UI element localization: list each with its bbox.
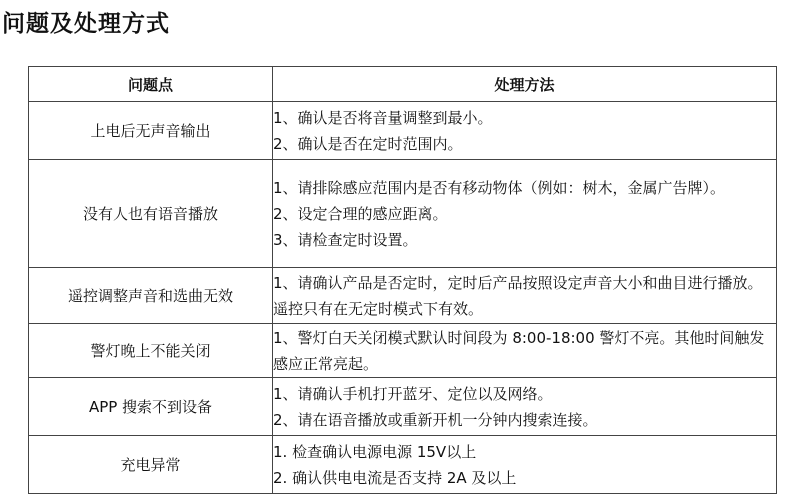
table-row	[29, 268, 777, 324]
solution-line: 1. 检查确认电源电源 15V以上	[273, 442, 477, 461]
problem-cell: APP 搜索不到设备	[29, 378, 273, 436]
column-header-problem: 问题点	[29, 67, 273, 102]
solution-cell	[273, 436, 777, 494]
table-row	[29, 436, 777, 494]
table-row	[29, 102, 777, 160]
solution-line: 2、设定合理的感应距离。	[273, 204, 448, 223]
table-row	[29, 378, 777, 436]
column-header-solution: 处理方法	[273, 67, 777, 102]
solution-line: 1、请确认手机打开蓝牙、定位以及网络。	[273, 384, 553, 403]
table-row	[29, 324, 777, 378]
solution-cell	[273, 268, 777, 324]
problem-cell: 充电异常	[29, 436, 273, 494]
solution-line: 2. 确认供电电流是否支持 2A 及以上	[273, 468, 517, 487]
solution-line: 3、请检查定时设置。	[273, 230, 418, 249]
solution-line: 2、请在语音播放或重新开机一分钟内搜索连接。	[273, 410, 598, 429]
solution-line: 1、警灯白天关闭模式默认时间段为 8:00-18:00 警灯不亮。其他时间触发感应正常亮起。	[273, 328, 765, 373]
solution-cell	[273, 160, 777, 268]
table-row	[29, 160, 777, 268]
solution-line: 1、确认是否将音量调整到最小。	[273, 108, 493, 127]
solution-cell	[273, 102, 777, 160]
solution-line: 1、请排除感应范围内是否有移动物体（例如：树木，金属广告牌）。	[273, 178, 726, 197]
problem-cell: 警灯晚上不能关闭	[29, 324, 273, 378]
problem-cell: 上电后无声音输出	[29, 102, 273, 160]
problem-cell: 遥控调整声音和选曲无效	[29, 268, 273, 324]
solution-cell	[273, 378, 777, 436]
solution-line: 2、确认是否在定时范围内。	[273, 134, 463, 153]
solution-cell	[273, 324, 777, 378]
troubleshooting-table	[28, 66, 777, 494]
page-title: 问题及处理方式	[2, 10, 170, 37]
solution-line: 1、请确认产品是否定时，定时后产品按照设定声音大小和曲目进行播放。遥控只有在无定时模式下有效。	[273, 273, 763, 318]
problem-cell: 没有人也有语音播放	[29, 160, 273, 268]
table-header-row	[29, 67, 777, 102]
